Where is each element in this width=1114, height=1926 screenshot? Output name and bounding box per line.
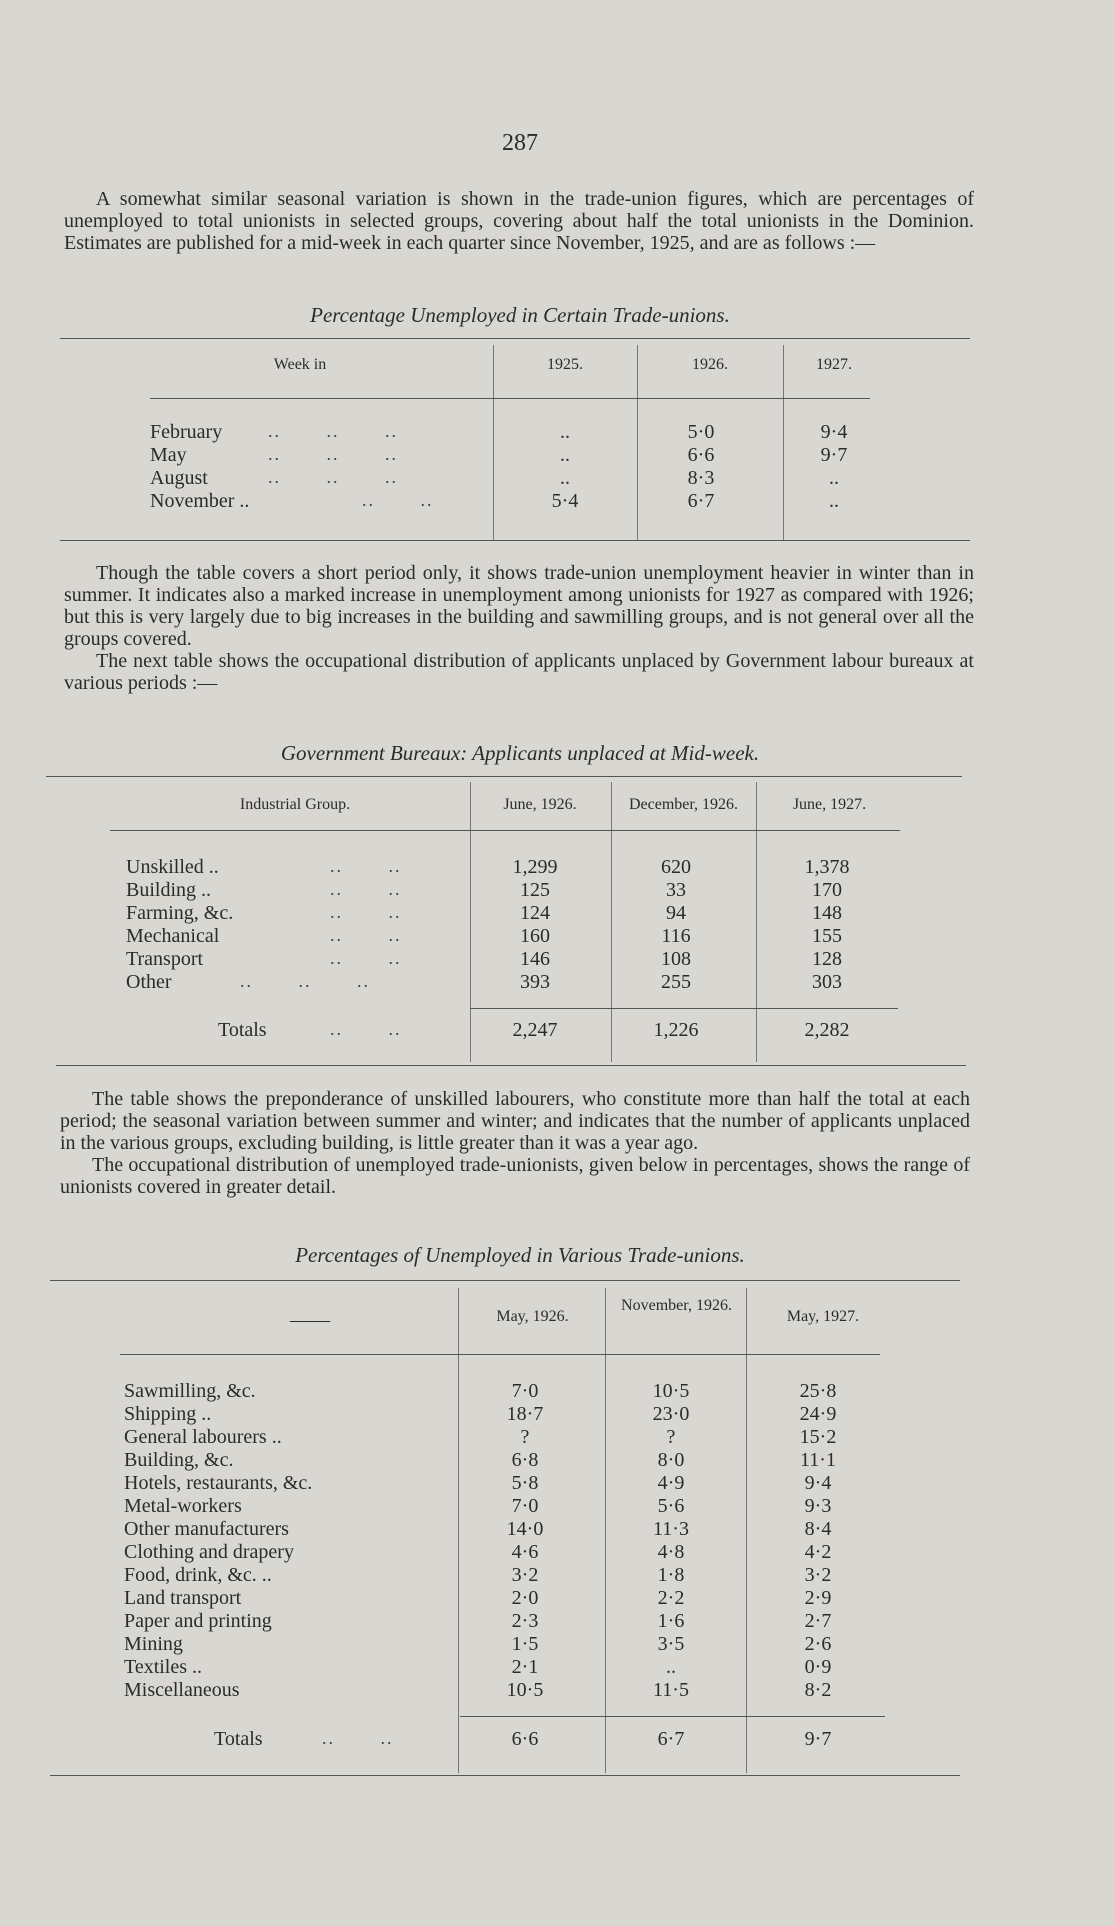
- body-paragraph: [60, 1088, 970, 1198]
- cell: 4·2: [804, 1541, 832, 1563]
- table1-header-rule: [150, 398, 870, 399]
- cell: ..: [829, 490, 839, 512]
- table2-header-june1927: June, 1927.: [792, 796, 867, 813]
- cell: 14·0: [506, 1518, 544, 1540]
- table3-totals-rule: [460, 1716, 885, 1717]
- row-label: Miscellaneous: [124, 1679, 240, 1701]
- cell: ..: [829, 467, 839, 489]
- cell: 4·6: [511, 1541, 539, 1563]
- cell: 1,299: [512, 856, 558, 878]
- cell: 2·9: [804, 1587, 832, 1609]
- cell: 4·8: [657, 1541, 685, 1563]
- cell: 155: [812, 925, 842, 947]
- cell: 6·7: [657, 1728, 685, 1750]
- paragraph-text: Though the table covers a short period only, it shows trade-union unemployment heavier in winter than in summer. It indicates also a marked increase in unemployment among unionists for 1927 as compared with 1926; but this is very largely due to big increases in the building and sawmilling groups, and is not general over all the groups covered.: [64, 562, 974, 650]
- table1-header-1925: 1925.: [547, 356, 583, 373]
- row-label: Unskilled ..: [126, 856, 219, 878]
- cell: 2·6: [804, 1633, 832, 1655]
- row-label: Shipping ..: [124, 1403, 212, 1425]
- cell: 2,247: [512, 1019, 558, 1041]
- cell: 6·7: [687, 490, 715, 512]
- cell: 1,378: [804, 856, 850, 878]
- cell: 9·4: [820, 421, 848, 443]
- cell: 255: [661, 971, 691, 993]
- leader-dots: .. .. ..: [268, 421, 398, 441]
- cell: 146: [520, 948, 550, 970]
- cell: ..: [560, 444, 570, 466]
- cell: 8·3: [687, 467, 715, 489]
- table3-top-rule: [50, 1280, 960, 1281]
- row-label: Hotels, restaurants, &c.: [124, 1472, 313, 1494]
- row-label: Sawmilling, &c.: [124, 1380, 256, 1402]
- leader-dots: .. .. ..: [268, 444, 398, 464]
- cell: 2·3: [511, 1610, 539, 1632]
- cell: 15·2: [799, 1426, 837, 1448]
- row-label: Other manufacturers: [124, 1518, 289, 1540]
- cell: 3·5: [657, 1633, 685, 1655]
- cell: 9·7: [804, 1728, 832, 1750]
- cell: 18·7: [506, 1403, 544, 1425]
- row-label: Paper and printing: [124, 1610, 272, 1632]
- leader-dots: .. ..: [330, 856, 402, 876]
- row-label: August: [150, 467, 208, 489]
- cell: 0·9: [804, 1656, 832, 1678]
- cell: 7·0: [511, 1380, 539, 1402]
- intro-paragraph: [64, 188, 974, 254]
- leader-dots: .. ..: [330, 948, 402, 968]
- table3-header-rule: [120, 1354, 880, 1355]
- row-label: Transport: [126, 948, 204, 970]
- leader-dots: .. ..: [322, 1728, 394, 1748]
- table2-top-rule: [46, 776, 962, 777]
- row-label: Mechanical: [126, 925, 220, 947]
- table3-caption: Percentages of Unemployed in Various Trade-unions.: [295, 1243, 745, 1267]
- row-label: Land transport: [124, 1587, 242, 1609]
- leader-dots: .. ..: [330, 879, 402, 899]
- cell: 9·3: [804, 1495, 832, 1517]
- cell: 2·7: [804, 1610, 832, 1632]
- cell: 6·6: [511, 1728, 539, 1750]
- cell: 25·8: [799, 1380, 837, 1402]
- cell: 5·4: [551, 490, 579, 512]
- cell: 393: [520, 971, 550, 993]
- cell: ..: [560, 467, 570, 489]
- cell: 128: [812, 948, 842, 970]
- table3-col-divider: [746, 1288, 747, 1773]
- row-label: Farming, &c.: [126, 902, 234, 924]
- cell: 94: [666, 902, 686, 924]
- cell: 5·0: [687, 421, 715, 443]
- table2-header-dec1926: December, 1926.: [628, 796, 739, 813]
- cell: 303: [812, 971, 842, 993]
- cell: 6·8: [511, 1449, 539, 1471]
- cell: 2·1: [511, 1656, 539, 1678]
- cell: 620: [661, 856, 691, 878]
- paragraph-text: The table shows the preponderance of unskilled labourers, who constitute more than half the total at each period; the seasonal variation between summer and winter; and indicates that the number of applicants unplaced in the various groups, excluding building, is little greater than it was a year ago.: [60, 1088, 970, 1154]
- cell: 33: [666, 879, 686, 901]
- table1-header-week: Week in: [273, 356, 327, 373]
- cell: ?: [520, 1426, 530, 1448]
- cell: 1·5: [511, 1633, 539, 1655]
- cell: 11·3: [653, 1518, 689, 1540]
- cell: ..: [560, 421, 570, 443]
- table3-header-may1927: May, 1927.: [786, 1308, 860, 1325]
- cell: 9·4: [804, 1472, 832, 1494]
- cell: 125: [520, 879, 550, 901]
- cell: 10·5: [652, 1380, 690, 1402]
- row-label: General labourers ..: [124, 1426, 282, 1448]
- table3-header-nov1926: November, 1926.: [621, 1297, 732, 1314]
- row-label: November ..: [150, 490, 250, 512]
- row-label: Clothing and drapery: [124, 1541, 294, 1563]
- cell: 148: [812, 902, 842, 924]
- cell: 8·4: [804, 1518, 832, 1540]
- cell: 7·0: [511, 1495, 539, 1517]
- cell: 1·6: [657, 1610, 685, 1632]
- cell: 108: [661, 948, 691, 970]
- cell: 124: [520, 902, 550, 924]
- cell: 160: [520, 925, 550, 947]
- body-paragraph: [64, 562, 974, 694]
- row-label: Building ..: [126, 879, 212, 901]
- cell: 10·5: [506, 1679, 544, 1701]
- cell: 3·2: [511, 1564, 539, 1586]
- row-label: Mining: [124, 1633, 183, 1655]
- table1-caption: Percentage Unemployed in Certain Trade-unions.: [310, 303, 730, 327]
- row-label: Textiles ..: [124, 1656, 203, 1678]
- cell: 8·0: [657, 1449, 685, 1471]
- table3-bottom-rule: [50, 1775, 960, 1776]
- table3-col-divider: [458, 1288, 459, 1773]
- cell: 5·6: [657, 1495, 685, 1517]
- row-label: May: [150, 444, 187, 466]
- table3-header-may1926: May, 1926.: [496, 1308, 569, 1325]
- row-label: Building, &c.: [124, 1449, 234, 1471]
- leader-dots: .. ..: [330, 1019, 402, 1039]
- cell: 1,226: [653, 1019, 699, 1041]
- cell: 4·9: [657, 1472, 685, 1494]
- table2-header-rule: [110, 830, 900, 831]
- cell: 5·8: [511, 1472, 539, 1494]
- table3-header-blank: ——: [290, 1309, 330, 1331]
- page-number: 287: [502, 130, 538, 156]
- row-label: Food, drink, &c. ..: [124, 1564, 272, 1586]
- cell: 6·6: [687, 444, 715, 466]
- cell: 116: [661, 925, 691, 947]
- cell: 11·5: [653, 1679, 689, 1701]
- table1-bottom-rule: [60, 540, 970, 541]
- row-label: Other: [126, 971, 172, 993]
- leader-dots: .. .. ..: [268, 467, 398, 487]
- leader-dots: .. ..: [362, 490, 434, 510]
- paragraph-text: The next table shows the occupational distribution of applicants unplaced by Government labour bureaux at various periods :—: [64, 650, 974, 694]
- cell: 1·8: [657, 1564, 685, 1586]
- table1-header-1927: 1927.: [816, 356, 852, 373]
- cell: 2,282: [804, 1019, 850, 1041]
- table2-header-june1926: June, 1926.: [503, 796, 577, 813]
- totals-label: Totals: [214, 1728, 263, 1750]
- table2-bottom-rule: [56, 1065, 966, 1066]
- cell: 8·2: [804, 1679, 832, 1701]
- row-label: Metal-workers: [124, 1495, 242, 1517]
- intro-paragraph-text: A somewhat similar seasonal variation is shown in the trade-union figures, which are percentages of unemployed to total unionists in selected groups, covering about half the total unionists in the Dominion. Estimates are published for a mid-week in each quarter since November, 1925, and are as follows :—: [64, 188, 974, 254]
- table2-totals-rule: [470, 1008, 898, 1009]
- cell: 2·2: [657, 1587, 685, 1609]
- table2-caption: Government Bureaux: Applicants unplaced at Mid-week.: [280, 741, 760, 765]
- cell: ?: [666, 1426, 676, 1448]
- cell: 170: [812, 879, 842, 901]
- table1-top-rule: [60, 338, 970, 339]
- cell: ..: [666, 1656, 676, 1678]
- cell: 9·7: [820, 444, 848, 466]
- leader-dots: .. .. ..: [240, 971, 370, 991]
- paragraph-text: The occupational distribution of unemployed trade-unionists, given below in percentages, shows the range of unionists covered in greater detail.: [60, 1154, 970, 1198]
- cell: 3·2: [804, 1564, 832, 1586]
- table1-header-1926: 1926.: [692, 356, 728, 373]
- table2-header-group: Industrial Group.: [239, 796, 351, 813]
- cell: 23·0: [652, 1403, 690, 1425]
- row-label: February: [150, 421, 223, 443]
- leader-dots: .. ..: [330, 925, 402, 945]
- cell: 24·9: [799, 1403, 837, 1425]
- leader-dots: .. ..: [330, 902, 402, 922]
- cell: 2·0: [511, 1587, 539, 1609]
- cell: 11·1: [800, 1449, 836, 1471]
- totals-label: Totals: [218, 1019, 267, 1041]
